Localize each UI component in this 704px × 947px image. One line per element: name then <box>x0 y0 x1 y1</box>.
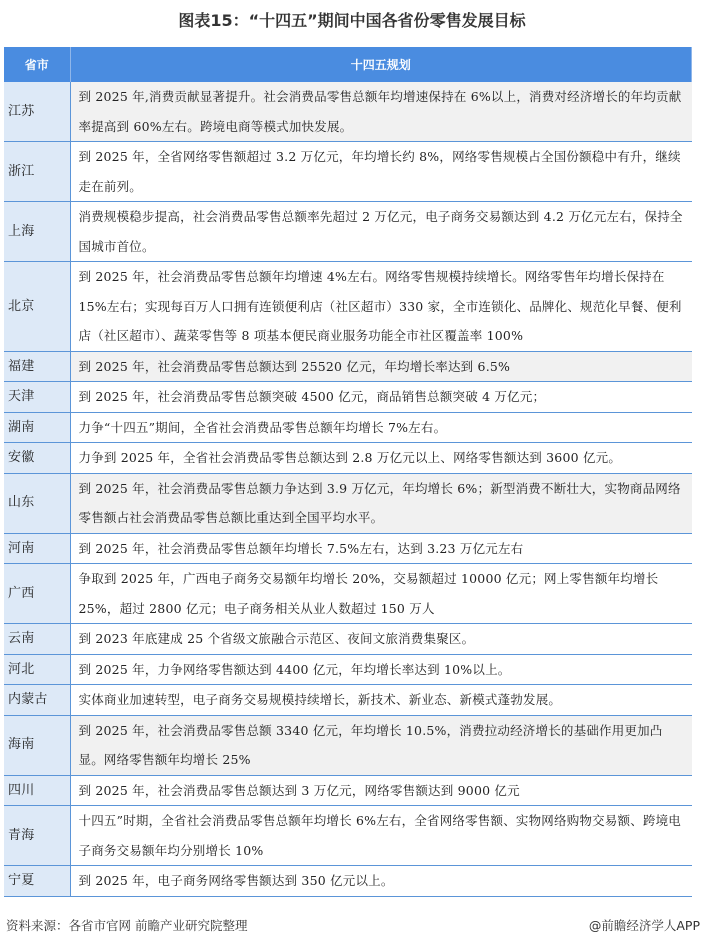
plan-cell: 到 2023 年底建成 25 个省级文旅融合示范区、夜间文旅消费集聚区。 <box>70 624 692 655</box>
plan-cell: 消费规模稳步提高，社会消费品零售总额率先超过 2 万亿元，电子商务交易额达到 4.2 万亿元左右，保持全国城市首位。 <box>70 202 692 262</box>
plan-cell: 到 2025 年，社会消费品零售总额达到 25520 亿元，年均增长率达到 6.5% <box>70 351 692 382</box>
plan-cell: 到 2025 年，电子商务网络零售额达到 350 亿元以上。 <box>70 866 692 897</box>
plan-cell: 到 2025 年，社会消费品零售总额年均增长 7.5%左右，达到 3.23 万亿元左右 <box>70 533 692 564</box>
table-row <box>4 412 692 443</box>
table-row <box>4 654 692 685</box>
province-cell: 江苏 <box>4 82 70 142</box>
table-row <box>4 473 692 533</box>
plan-cell: 到 2025 年，社会消费品零售总额力争达到 3.9 万亿元，年均增长 6%；新型消费不断壮大，实物商品网络零售额占社会消费品零售总额比重达到全国平均水平。 <box>70 473 692 533</box>
province-cell: 上海 <box>4 202 70 262</box>
province-cell: 云南 <box>4 624 70 655</box>
plan-cell: 实体商业加速转型，电子商务交易规模持续增长，新技术、新业态、新模式蓬勃发展。 <box>70 685 692 716</box>
province-cell: 安徽 <box>4 443 70 474</box>
table-row <box>4 806 692 866</box>
table-row <box>4 142 692 202</box>
province-cell: 宁夏 <box>4 866 70 897</box>
plan-cell: 到 2025 年,消费贡献显著提升。社会消费品零售总额年均增速保持在 6%以上，消费对经济增长的年均贡献率提高到 60%左右。跨境电商等模式加快发展。 <box>70 82 692 142</box>
table-row <box>4 564 692 624</box>
table-title: 图表15：“十四五”期间中国各省份零售发展目标 <box>178 11 526 30</box>
table-row <box>4 715 692 775</box>
plan-cell: 到 2025 年，全省网络零售额超过 3.2 万亿元，年均增长约 8%，网络零售规模占全国份额稳中有升，继续走在前列。 <box>70 142 692 202</box>
table-row <box>4 685 692 716</box>
province-cell: 山东 <box>4 473 70 533</box>
plan-cell: 到 2025 年，社会消费品零售总额年均增速 4%左右。网络零售规模持续增长。网络零售年均增长保持在 15%左右；实现每百万人口拥有连锁便利店（社区超市）330 家，全市连锁化、品牌化、规范化早餐、便利店（社区超市）、蔬菜零售等 8 项基本便民商业服务功能全市社区覆盖率 100% <box>70 262 692 352</box>
province-cell: 浙江 <box>4 142 70 202</box>
plan-cell: 十四五”时期，全省社会消费品零售总额年均增长 6%左右，全省网络零售额、实物网络购物交易额、跨境电子商务交易额年均分别增长 10% <box>70 806 692 866</box>
table-row <box>4 533 692 564</box>
province-cell: 北京 <box>4 262 70 352</box>
table-row <box>4 202 692 262</box>
table-header-row <box>4 47 692 82</box>
province-cell: 河南 <box>4 533 70 564</box>
province-cell: 湖南 <box>4 412 70 443</box>
province-cell: 四川 <box>4 775 70 806</box>
retail-targets-table <box>4 47 692 897</box>
table-row <box>4 351 692 382</box>
header-province: 省市 <box>4 47 70 82</box>
table-row <box>4 775 692 806</box>
province-cell: 广西 <box>4 564 70 624</box>
plan-cell: 到 2025 年，社会消费品零售总额 3340 亿元，年均增长 10.5%，消费拉动经济增长的基础作用更加凸显。网络零售额年均增长 25% <box>70 715 692 775</box>
plan-cell: 到 2025 年，力争网络零售额达到 4400 亿元，年均增长率达到 10%以上。 <box>70 654 692 685</box>
plan-cell: 力争“十四五”期间，全省社会消费品零售总额年均增长 7%左右。 <box>70 412 692 443</box>
footer <box>6 916 700 934</box>
plan-cell: 到 2025 年，社会消费品零售总额达到 3 万亿元，网络零售额达到 9000 亿元 <box>70 775 692 806</box>
table-row <box>4 866 692 897</box>
table-row <box>4 443 692 474</box>
province-cell: 海南 <box>4 715 70 775</box>
table-row <box>4 82 692 142</box>
plan-cell: 力争到 2025 年，全省社会消费品零售总额达到 2.8 万亿元以上、网络零售额达到 3600 亿元。 <box>70 443 692 474</box>
source-note: 资料来源：各省市官网 前瞻产业研究院整理 <box>6 918 248 933</box>
plan-cell: 争取到 2025 年，广西电子商务交易额年均增长 20%，交易额超过 10000 亿元；网上零售额年均增长 25%，超过 2800 亿元；电子商务相关从业人数超过 150 万人 <box>70 564 692 624</box>
province-cell: 青海 <box>4 806 70 866</box>
province-cell: 河北 <box>4 654 70 685</box>
province-cell: 福建 <box>4 351 70 382</box>
table-row <box>4 382 692 413</box>
province-cell: 内蒙古 <box>4 685 70 716</box>
plan-cell: 到 2025 年，社会消费品零售总额突破 4500 亿元，商品销售总额突破 4 万亿元； <box>70 382 692 413</box>
table-row <box>4 262 692 352</box>
credit: @前瞻经济学人APP <box>588 918 700 933</box>
province-cell: 天津 <box>4 382 70 413</box>
header-plan: 十四五规划 <box>70 47 692 82</box>
table-row <box>4 624 692 655</box>
